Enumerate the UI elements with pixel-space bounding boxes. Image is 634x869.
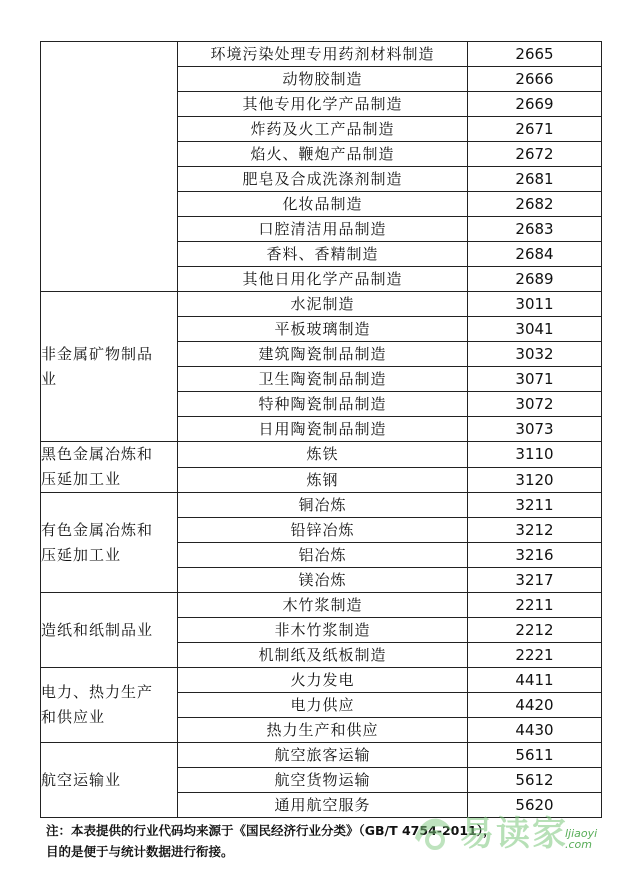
industry-name-cell: 航空旅客运输 [178, 743, 468, 768]
industry-name-cell: 热力生产和供应 [178, 718, 468, 743]
industry-code-cell: 2669 [468, 92, 602, 117]
table-row [41, 292, 602, 317]
industry-code-cell: 3073 [468, 417, 602, 442]
industry-code-cell: 3032 [468, 342, 602, 367]
category-label-line: 造纸和纸制品业 [41, 620, 154, 639]
industry-name-cell: 铝冶炼 [178, 543, 468, 568]
category-cell [41, 292, 178, 442]
industry-code-table [40, 41, 602, 818]
industry-name-cell: 铜冶炼 [178, 493, 468, 518]
category-label-line: 和供应业 [41, 708, 106, 726]
industry-name-cell: 水泥制造 [178, 292, 468, 317]
industry-name-cell: 香料、香精制造 [178, 242, 468, 267]
category-label-line: 业 [41, 369, 58, 388]
category-cell [41, 42, 178, 292]
industry-code-cell: 4420 [468, 693, 602, 718]
category-cell [41, 493, 178, 593]
industry-name-cell: 卫生陶瓷制品制造 [178, 367, 468, 392]
table-row [41, 42, 602, 67]
industry-name-cell: 通用航空服务 [178, 793, 468, 818]
industry-name-cell: 特种陶瓷制品制造 [178, 392, 468, 417]
industry-name-cell: 机制纸及纸板制造 [178, 643, 468, 668]
industry-code-cell: 3071 [468, 367, 602, 392]
category-cell [41, 743, 178, 818]
industry-code-cell: 5611 [468, 743, 602, 768]
industry-name-cell: 火力发电 [178, 668, 468, 693]
industry-code-cell: 2221 [468, 643, 602, 668]
industry-name-cell: 焰火、鞭炮产品制造 [178, 142, 468, 167]
industry-name-cell: 建筑陶瓷制品制造 [178, 342, 468, 367]
industry-code-cell: 3211 [468, 493, 602, 518]
industry-code-cell: 2684 [468, 242, 602, 267]
category-label-line: 非金属矿物制品 [41, 344, 154, 363]
industry-name-cell: 电力供应 [178, 693, 468, 718]
industry-code-cell: 3212 [468, 518, 602, 543]
industry-name-cell: 镁冶炼 [178, 568, 468, 593]
industry-code-cell: 5620 [468, 793, 602, 818]
industry-code-cell: 2672 [468, 142, 602, 167]
industry-name-cell: 肥皂及合成洗涤剂制造 [178, 167, 468, 192]
industry-code-cell: 2666 [468, 67, 602, 92]
table-row [41, 493, 602, 518]
table-row [41, 743, 602, 768]
industry-code-cell: 3041 [468, 317, 602, 342]
industry-name-cell: 炼钢 [178, 467, 468, 493]
industry-code-cell: 3110 [468, 442, 602, 468]
industry-code-cell: 4430 [468, 718, 602, 743]
industry-name-cell: 口腔清洁用品制造 [178, 217, 468, 242]
industry-name-cell: 日用陶瓷制品制造 [178, 417, 468, 442]
industry-name-cell: 非木竹浆制造 [178, 618, 468, 643]
industry-name-cell: 化妆品制造 [178, 192, 468, 217]
industry-name-cell: 炸药及火工产品制造 [178, 117, 468, 142]
watermark-logo-icon [405, 808, 465, 858]
industry-code-cell: 2665 [468, 42, 602, 67]
category-label-line: 有色金属冶炼和 [41, 520, 154, 539]
industry-name-cell: 铅锌冶炼 [178, 518, 468, 543]
watermark-url: ljiaoyi .com [565, 827, 598, 851]
industry-code-cell: 2211 [468, 593, 602, 618]
industry-code-cell: 3120 [468, 467, 602, 493]
industry-code-cell: 2683 [468, 217, 602, 242]
industry-name-cell: 炼铁 [178, 442, 468, 468]
category-label-line: 压延加工业 [41, 470, 122, 488]
category-label-line: 电力、热力生产 [41, 683, 154, 701]
category-label-line: 航空运输业 [41, 770, 122, 789]
industry-code-cell: 3011 [468, 292, 602, 317]
category-cell [41, 593, 178, 668]
industry-name-cell: 其他专用化学产品制造 [178, 92, 468, 117]
industry-code-cell: 3072 [468, 392, 602, 417]
footnote-line-2: 目的是便于与统计数据进行衔接。 [46, 844, 234, 859]
table-row [41, 668, 602, 693]
category-cell [41, 668, 178, 743]
watermark [405, 806, 630, 866]
industry-code-cell: 2671 [468, 117, 602, 142]
category-label-line: 压延加工业 [41, 545, 122, 564]
category-cell [41, 442, 178, 493]
industry-name-cell: 航空货物运输 [178, 768, 468, 793]
industry-code-cell: 4411 [468, 668, 602, 693]
industry-code-cell: 3216 [468, 543, 602, 568]
category-label-line: 黑色金属冶炼和 [41, 445, 154, 463]
industry-name-cell: 木竹浆制造 [178, 593, 468, 618]
industry-name-cell: 环境污染处理专用药剂材料制造 [178, 42, 468, 67]
industry-name-cell: 其他日用化学产品制造 [178, 267, 468, 292]
industry-code-cell: 2212 [468, 618, 602, 643]
table-row [41, 442, 602, 468]
industry-name-cell: 动物胶制造 [178, 67, 468, 92]
industry-code-cell: 2689 [468, 267, 602, 292]
watermark-text: 易读家 [460, 814, 568, 854]
industry-code-cell: 2681 [468, 167, 602, 192]
footnote-line-1: 注：本表提供的行业代码均来源于《国民经济行业分类》（GB/T 4754-2011）， [46, 823, 496, 838]
industry-code-cell: 2682 [468, 192, 602, 217]
industry-code-cell: 5612 [468, 768, 602, 793]
table-row [41, 593, 602, 618]
industry-code-cell: 3217 [468, 568, 602, 593]
table-body [41, 42, 602, 818]
industry-name-cell: 平板玻璃制造 [178, 317, 468, 342]
